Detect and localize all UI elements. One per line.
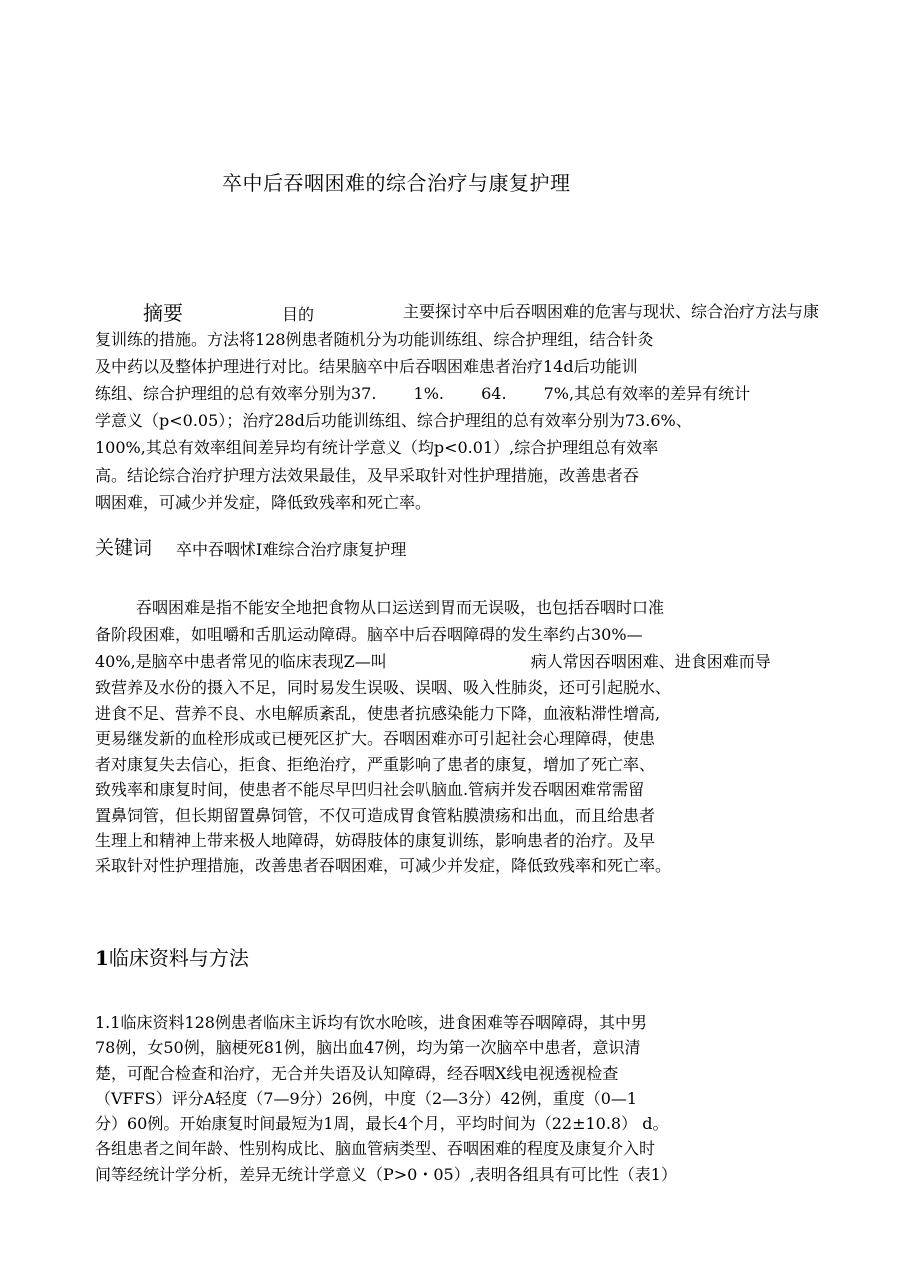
intro-line: 生理上和精神上带来极人地障碍，妨碍肢体的康复训练，影响患者的治疗。及早	[95, 831, 656, 850]
intro-line: 备阶段困难，如咀嚼和舌肌运动障碍。脑卒中后吞咽障碍的发生率约占30%—	[95, 625, 643, 644]
abstract-line: 高。结论综合治疗护理方法效果最佳，及早采取针对性护理措施，改善患者吞	[95, 466, 640, 485]
intro-line: 置鼻饲管，但长期留置鼻饲管，不仅可造成胃食管粘膜溃疡和出血，而且给患者	[95, 806, 656, 825]
intro-line: 40%,是脑卒中患者常见的临床表现Z—叫 病人常因吞咽困难、进食困难而导	[95, 652, 771, 671]
section1-line: （VFFS）评分A轻度（7—9分）26例，中度（2—3分）42例，重度（0—1	[95, 1089, 638, 1108]
abstract-line: 100%,其总有效率组间差异均有统计学意义（均p<0.01）,综合护理组总有效率	[95, 438, 659, 457]
abstract-purpose-label: 目的	[282, 305, 315, 324]
section1-line: 间等经统计学分析，差异无统计学意义（P>0・05）,表明各组具有可比性（表1）	[95, 1165, 677, 1184]
abstract-line: 咽困难，可减少并发症，降低致残率和死亡率。	[95, 493, 432, 512]
intro-line: 进食不足、营养不良、水电解质紊乱，使患者抗感染能力下降，血液粘滞性增高,	[95, 704, 661, 723]
section1-line: 各组患者之间年龄、性别构成比、脑血管病类型、吞咽困难的程度及康复介入时	[95, 1139, 656, 1158]
abstract-line: 练组、综合护理组的总有效率分别为37. 1%. 64. 7%,其总有效率的差异有统计	[95, 384, 751, 403]
section-title: 临床资料与方法	[108, 946, 249, 970]
abstract-line: 复训练的措施。方法将128例患者随机分为功能训练组、综合护理组，结合针灸	[95, 330, 654, 349]
abstract-line: 学意义（p<0.05）；治疗28d后功能训练组、综合护理组的总有效率分别为73.6%、	[95, 411, 692, 430]
intro-line: 更易继发新的血栓形成或已梗死区扩大。吞咽困难亦可引起社会心理障碍，使患	[95, 729, 656, 748]
section1-line: 78例，女50例，脑梗死81例，脑出血47例，均为第一次脑卒中患者，意识清	[95, 1038, 641, 1057]
section-heading	[95, 942, 249, 971]
keywords-label: 关键词	[95, 537, 153, 559]
intro-line: 采取针对性护理措施，改善患者吞咽困难，可减少并发症，降低致残率和死亡率。	[95, 856, 672, 875]
section1-line: 楚，可配合检查和治疗，无合并失语及认知障碍，经吞咽X线电视透视检查	[95, 1064, 619, 1083]
section1-line: 分）60例。开始康复时间最短为1周，最长4个月，平均时间为（22±10.8） d。	[95, 1114, 669, 1133]
section-number: 1	[95, 946, 109, 970]
intro-line: 吞咽困难是指不能安全地把食物从口运送到胃而无误吸，也包括吞咽时口准	[136, 598, 665, 617]
intro-line: 致残率和康复时间，使患者不能尽早凹归社会叭脑血.管病并发吞咽困难常需留	[95, 780, 645, 799]
document-title: 卒中后吞咽困难的综合治疗与康复护理	[222, 171, 571, 195]
intro-line: 者对康复失去信心，拒食、拒绝治疗，严重影响了患者的康复，增加了死亡率、	[95, 755, 656, 774]
section1-line: 1.1临床资料128例患者临床主诉均有饮水呛咳，进食困难等吞咽障碍，其中男	[95, 1013, 647, 1032]
abstract-label: 摘要	[143, 301, 183, 325]
abstract-line: 主要探讨卒中后吞咽困难的危害与现状、综合治疗方法与康	[403, 302, 820, 321]
abstract-line: 及中药以及整体护理进行对比。结果脑卒中后吞咽困难患者治疗14d后功能训	[95, 357, 638, 376]
keywords-text: 卒中吞咽怵Ι难综合治疗康复护理	[176, 540, 407, 559]
intro-line: 致营养及水份的摄入不足，同时易发生误吸、误咽、吸入性肺炎，还可引起脱水、	[95, 678, 672, 697]
